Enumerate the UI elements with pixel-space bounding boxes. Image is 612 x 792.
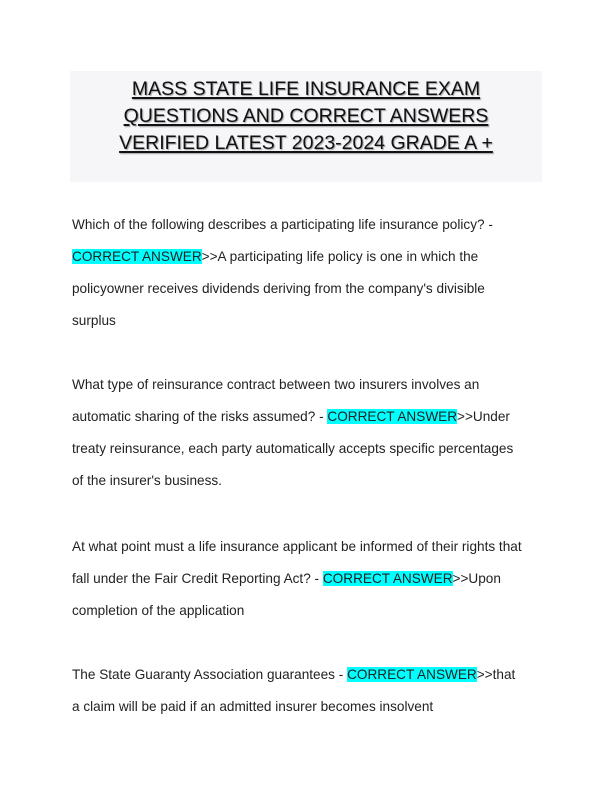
qa-3-answer-line — [72, 570, 501, 588]
document-title-line-1: MASS STATE LIFE INSURANCE EXAM — [131, 78, 481, 100]
qa-4-question-text: The State Guaranty Association guarantees - — [72, 667, 348, 682]
qa-2-answer-text: >>Under — [457, 409, 510, 424]
document-title-box — [70, 71, 542, 182]
qa-2-question-text: What type of reinsurance contract between two insurers involves an — [72, 377, 480, 392]
document-title-line-2: QUESTIONS AND CORRECT ANSWERS — [123, 105, 489, 127]
correct-answer-marker: CORRECT ANSWER — [347, 667, 477, 682]
qa-1-answer-cont: surplus — [72, 313, 116, 328]
qa-2-answer-cont: of the insurer's business. — [72, 473, 222, 488]
qa-1-answer-text: >>A participating life policy is one in which the — [201, 249, 479, 264]
qa-2-answer-line — [72, 408, 510, 426]
qa-2-question-text: automatic sharing of the risks assumed? - — [72, 409, 328, 424]
qa-3-question-text: At what point must a life insurance applicant be informed of their rights that — [72, 539, 522, 554]
qa-4-answer-cont: a claim will be paid if an admitted insurer becomes insolvent — [72, 699, 434, 714]
qa-2-answer-cont: treaty reinsurance, each party automatically accepts specific percentages — [72, 441, 514, 456]
correct-answer-marker: CORRECT ANSWER — [327, 409, 458, 424]
qa-3-answer-text: >>Upon — [452, 571, 501, 586]
correct-answer-marker: CORRECT ANSWER — [322, 571, 453, 586]
qa-1-answer-cont: policyowner receives dividends deriving from the company's divisible — [72, 281, 485, 296]
qa-3-question-text: fall under the Fair Credit Reporting Act? - — [72, 571, 323, 586]
qa-1-answer-line — [72, 248, 478, 266]
document-title-line-3: VERIFIED LATEST 2023-2024 GRADE A + — [119, 132, 493, 154]
correct-answer-marker: CORRECT ANSWER — [72, 249, 202, 264]
qa-1-question-text: Which of the following describes a participating life insurance policy? - — [72, 217, 493, 232]
qa-4-answer-line — [72, 666, 515, 684]
qa-4-answer-text: >>that — [476, 667, 516, 682]
qa-3-answer-cont: completion of the application — [72, 603, 245, 618]
